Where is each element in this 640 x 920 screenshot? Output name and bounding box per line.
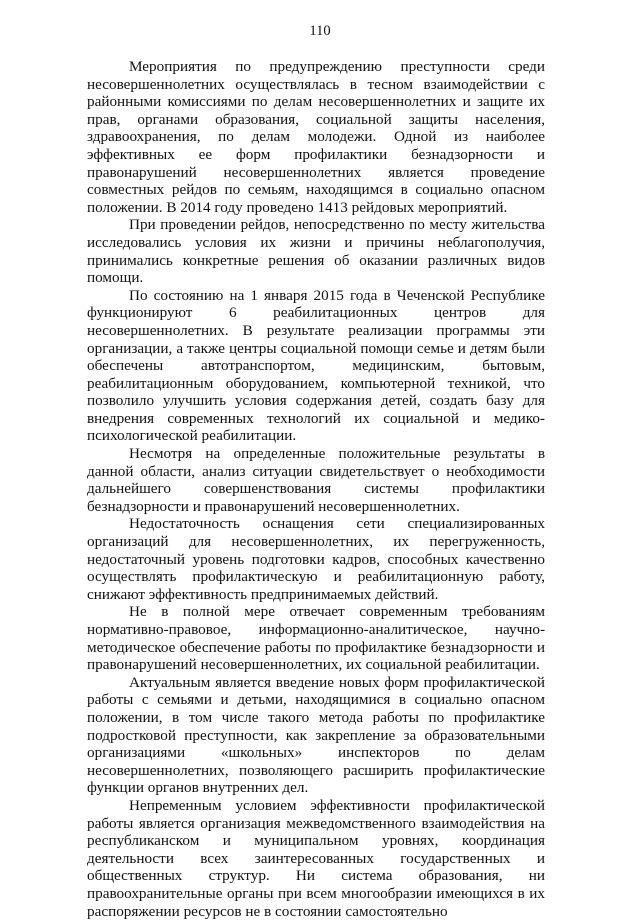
document-body <box>87 58 545 920</box>
page-number: 110 <box>309 23 331 39</box>
paragraph: Непременным условием эффективности профилактической работы является организация межведомственного взаимодействия на республиканском и муниципальном уровнях, координация деятельности всех заинтересованных государственных и общественных структур. Ни система образования, ни правоохранительные органы при всем многообразии имеющихся в их распоряжении ресурсов не в состоянии самостоятельно <box>87 796 545 920</box>
paragraph: Актуальным является введение новых форм профилактической работы с семьями и детьми, находящимися в социально опасном положении, в том числе такого метода работы по профилактике подростковой преступности, как закрепление за образовательными организациями «школьных» инспекторов по делам несовершеннолетних, позволяющего расширить профилактические функции органов внутренних дел. <box>87 673 545 797</box>
paragraph: Несмотря на определенные положительные результаты в данной области, анализ ситуации свидетельствует о необходимости дальнейшего совершенствования системы профилактики безнадзорности и правонарушений несовершеннолетних. <box>87 445 545 515</box>
paragraph: Не в полной мере отвечает современным требованиям нормативно-правовое, информационно-аналитическое, научно-методическое обеспечение работы по профилактике безнадзорности и правонарушений несовершеннолетних, их социальной реабилитации. <box>87 603 545 674</box>
paragraph: При проведении рейдов, непосредственно по месту жительства исследовались условия их жизни и причины неблагополучия, принимались конкретные решения об оказании различных видов помощи. <box>87 216 545 287</box>
paragraph: Мероприятия по предупреждению преступности среди несовершеннолетних осуществлялась в тесном взаимодействии с районными комиссиями по делам несовершеннолетних и защите их прав, органами образования, социальной защиты населения, здравоохранения, по делам молодежи. Одной из наиболее эффективных ее форм профилактики безнадзорности и правонарушений несовершеннолетних является проведение совместных рейдов по семьям, находящимся в социально опасном положении. В 2014 году проведено 1413 рейдовых мероприятий. <box>87 58 545 216</box>
paragraph: Недостаточность оснащения сети специализированных организаций для несовершеннолетних, их перегруженность, недостаточный уровень подготовки кадров, способных качественно осуществлять профилактическую и реабилитационную работу, снижают эффективность предпринимаемых действий. <box>87 515 545 603</box>
paragraph: По состоянию на 1 января 2015 года в Чеченской Республике функционируют 6 реабилитационных центров для несовершеннолетних. В результате реализации программы эти организации, а также центры социальной помощи семье и детям были обеспечены автотранспортом, медицинским, бытовым, реабилитационным оборудованием, компьютерной техникой, что позволило улучшить условия содержания детей, создать базу для внедрения современных технологий их социальной и медико-психологической реабилитации. <box>87 286 545 445</box>
